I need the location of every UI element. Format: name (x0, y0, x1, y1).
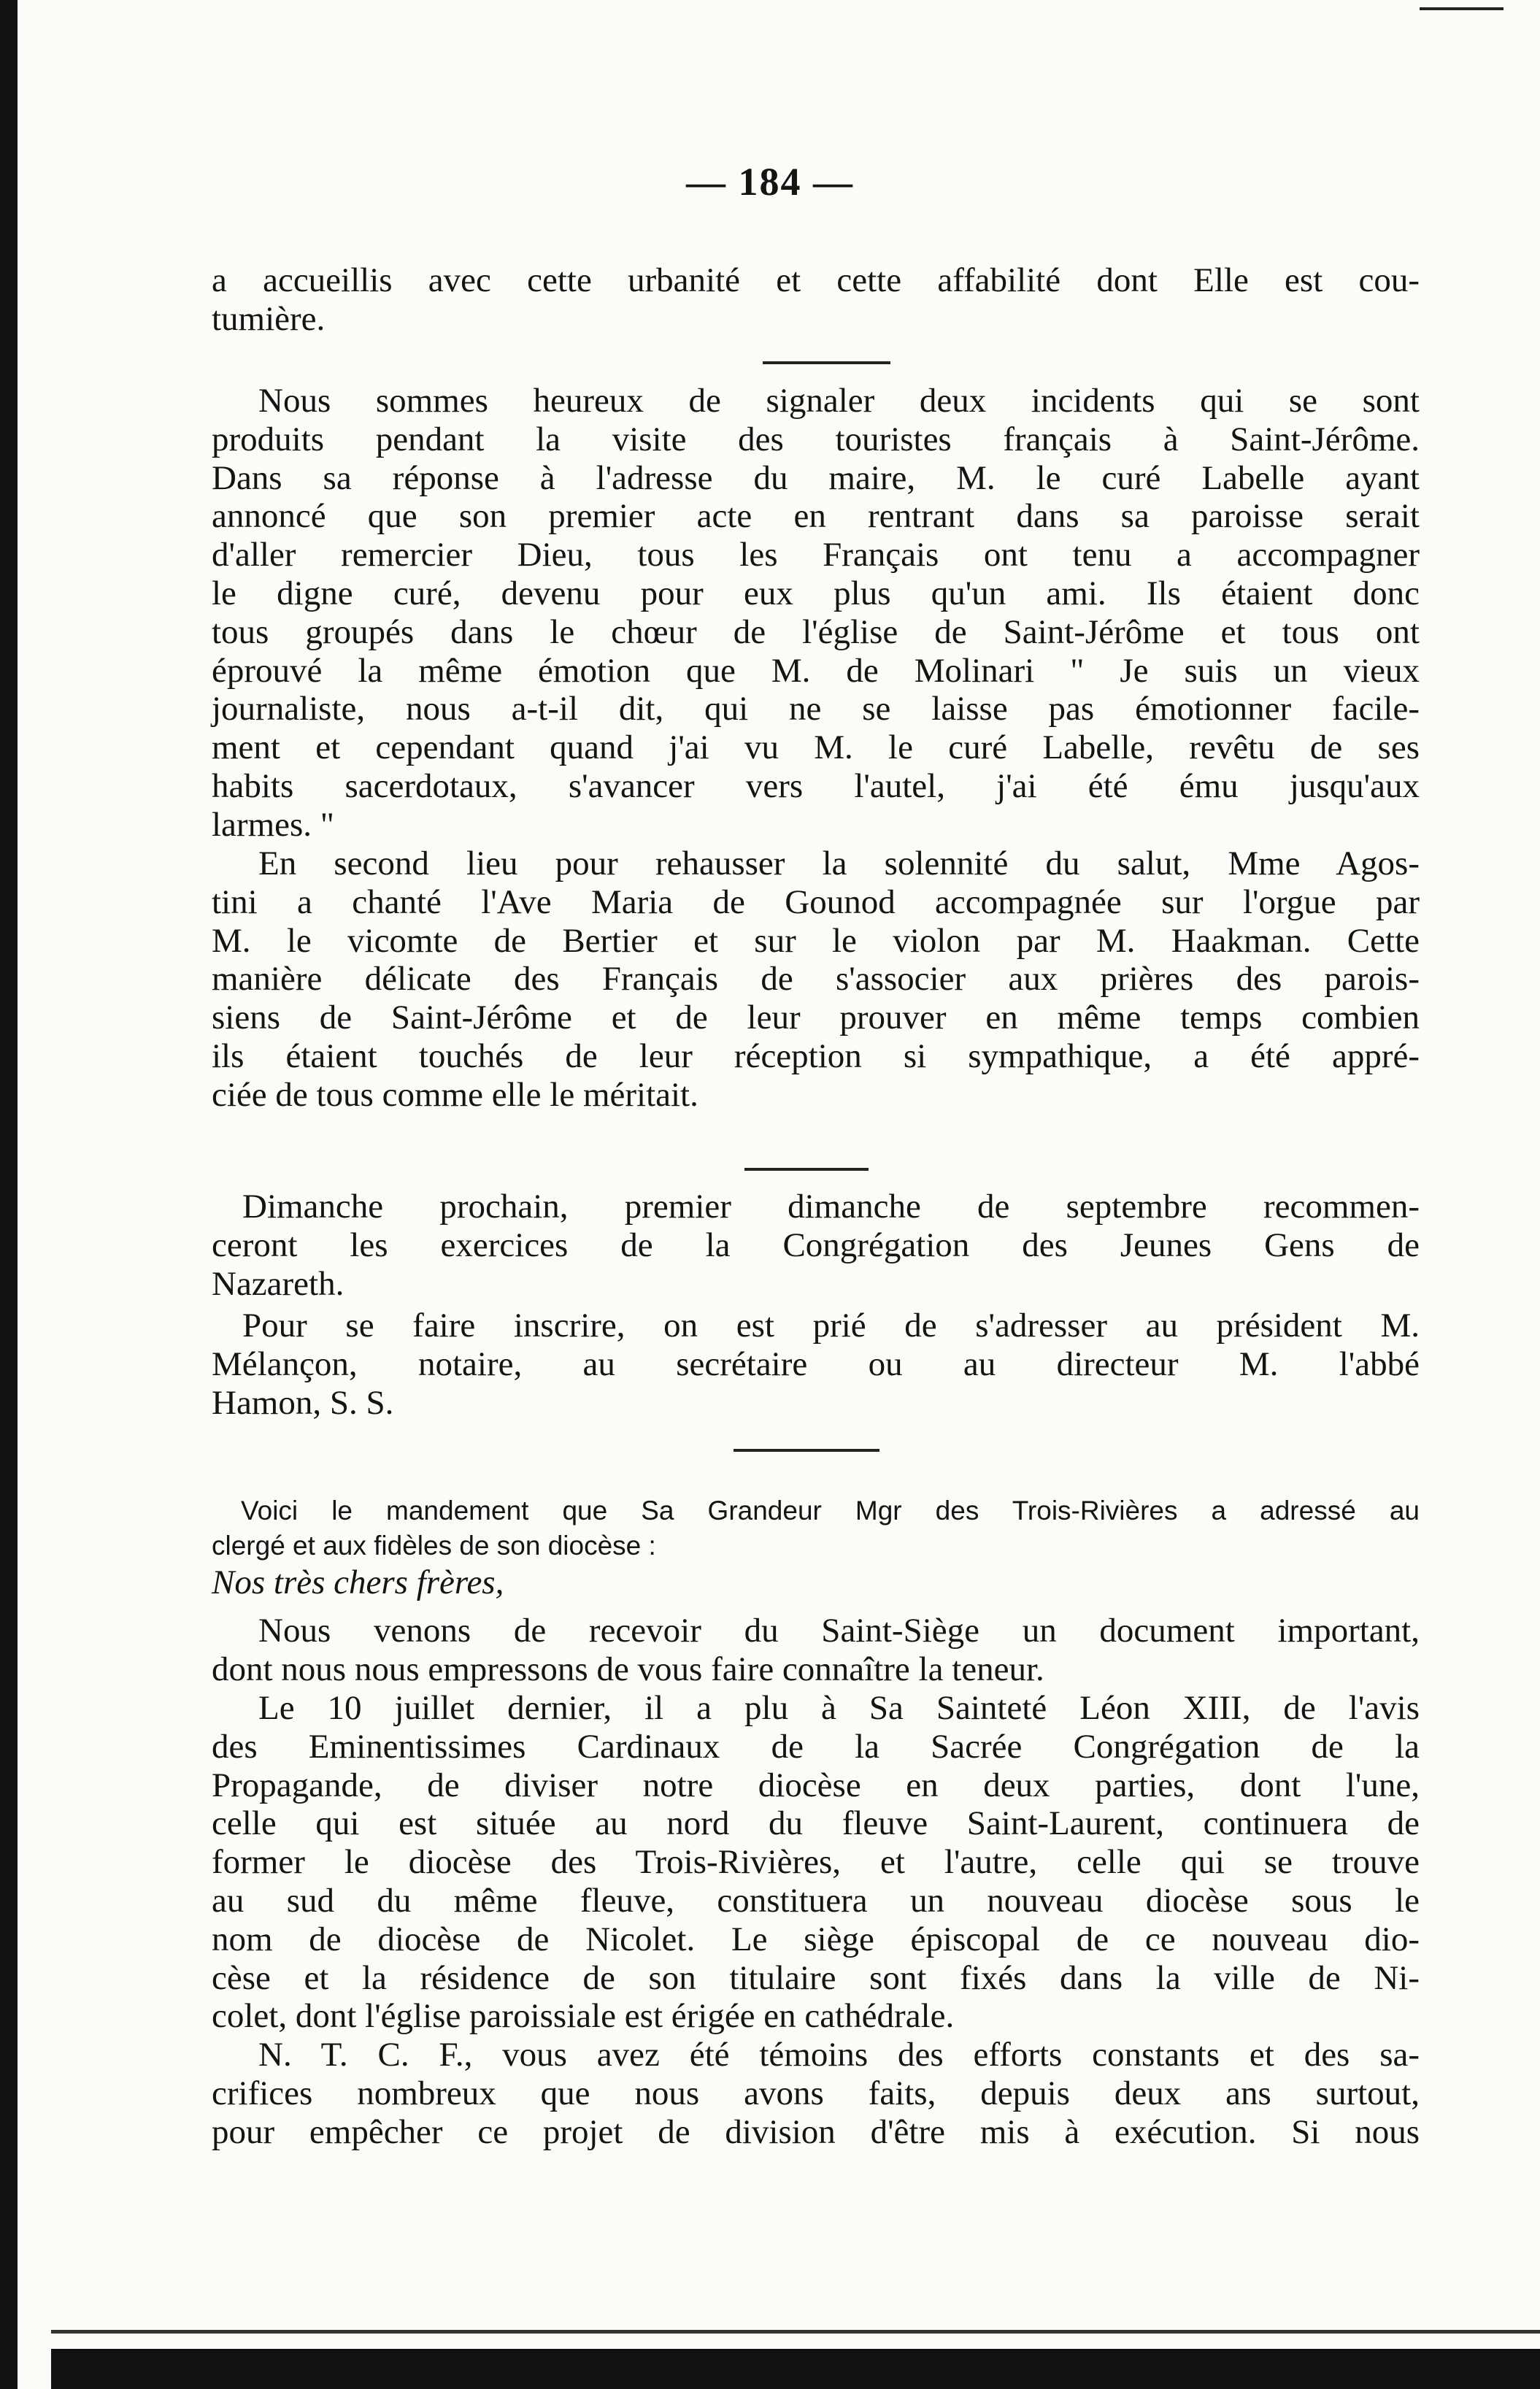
scan-mark (1420, 7, 1504, 10)
paragraph-1 (212, 261, 1420, 339)
text-line: ceront les exercices de la Congrégation des Jeunes Gens de (212, 1226, 1420, 1264)
text-line: siens de Saint-Jérôme et de leur prouver en même temps combien (212, 999, 1420, 1037)
text-line: Voici le mandement que Sa Grandeur Mgr des Trois-Rivières a adressé au (241, 1496, 1420, 1526)
mandement-intro (212, 1493, 1420, 1563)
text-line: colet, dont l'église paroissiale est érigée en cathédrale. (212, 1997, 955, 2036)
text-line: N. T. C. F., vous avez été témoins des efforts constants et des sa- (258, 2036, 1420, 2074)
text-line: au sud du même fleuve, constituera un nouveau diocèse sous le (212, 1881, 1420, 1920)
scan-bottom-line (51, 2330, 1540, 2334)
paragraph-7 (212, 1612, 1420, 1689)
page-number: — 184 — (686, 160, 854, 204)
text-line: tumière. (212, 299, 326, 338)
text-line: Hamon, S. S. (212, 1383, 394, 1422)
text-line: Dimanche prochain, premier dimanche de septembre recommen- (242, 1188, 1420, 1226)
salutation-heading: Nos très chers frères, (212, 1563, 504, 1601)
paragraph-4 (212, 1188, 1420, 1303)
text-line: tous groupés dans le chœur de l'église de Saint-Jérôme et tous ont (212, 612, 1420, 651)
paragraph-5 (212, 1307, 1420, 1422)
text-line: ment et cependant quand j'ai vu M. le curé Labelle, revêtu de ses (212, 728, 1420, 767)
paragraph-9 (212, 2036, 1420, 2151)
text-line: Dans sa réponse à l'adresse du maire, M. le curé Labelle ayant (212, 458, 1420, 497)
text-line: cèse et la résidence de son titulaire sont fixés dans la ville de Ni- (212, 1958, 1420, 1997)
text-line: éprouvé la même émotion que M. de Molinari " Je suis un vieux (212, 651, 1420, 690)
text-line: tini a chanté l'Ave Maria de Gounod accompagnée sur l'orgue par (212, 882, 1420, 921)
text-line: journaliste, nous a-t-il dit, qui ne se laisse pas émotionner facile- (212, 690, 1420, 728)
text-line: d'aller remercier Dieu, tous les Français ont tenu a accompagner (212, 536, 1420, 574)
text-line: former le diocèse des Trois-Rivières, et l'autre, celle qui se trouve (212, 1843, 1420, 1882)
text-line: a accueillis avec cette urbanité et cette affabilité dont Elle est cou- (212, 261, 1420, 299)
text-line: crifices nombreux que nous avons faits, depuis deux ans surtout, (212, 2074, 1420, 2112)
text-line: manière délicate des Français de s'associer aux prières des parois- (212, 960, 1420, 999)
text-line: nom de diocèse de Nicolet. Le siège épiscopal de ce nouveau dio- (212, 1920, 1420, 1958)
scan-bottom-edge (51, 2349, 1540, 2389)
text-line: ils étaient touchés de leur réception si sympathique, a été appré- (212, 1036, 1420, 1075)
text-line: habits sacerdotaux, s'avancer vers l'autel, j'ai été ému jusqu'aux (212, 766, 1420, 805)
separator-rule (734, 1449, 879, 1452)
text-line: ciée de tous comme elle le méritait. (212, 1075, 698, 1114)
text-line: larmes. " (212, 805, 334, 844)
text-line: produits pendant la visite des touristes français à Saint-Jérôme. (212, 420, 1420, 458)
text-line: En second lieu pour rehausser la solennité du salut, Mme Agos- (258, 845, 1420, 882)
text-line: le digne curé, devenu pour eux plus qu'un ami. Ils étaient donc (212, 574, 1420, 612)
text-line: Nous venons de recevoir du Saint-Siège un document important, (258, 1612, 1420, 1650)
text-line: clergé et aux fidèles de son diocèse : (212, 1531, 656, 1561)
scan-left-edge (0, 0, 18, 2389)
text-line: Pour se faire inscrire, on est prié de s'adresser au président M. (242, 1307, 1420, 1344)
text-line: Nous sommes heureux de signaler deux incidents qui se sont (258, 382, 1420, 420)
separator-rule (763, 361, 890, 364)
paragraph-2 (212, 382, 1420, 845)
text-line: des Eminentissimes Cardinaux de la Sacrée Congrégation de la (212, 1727, 1420, 1766)
paragraph-8 (212, 1689, 1420, 2036)
paragraph-3 (212, 845, 1420, 1115)
separator-rule (744, 1168, 869, 1171)
text-line: Nazareth. (212, 1264, 344, 1303)
text-line: celle qui est située au nord du fleuve Saint-Laurent, continuera de (212, 1804, 1420, 1843)
text-line: dont nous nous empressons de vous faire connaître la teneur. (212, 1650, 1044, 1688)
text-line: Propagande, de diviser notre diocèse en deux parties, dont l'une, (212, 1766, 1420, 1804)
text-line: Mélançon, notaire, au secrétaire ou au directeur M. l'abbé (212, 1344, 1420, 1383)
text-line: annoncé que son premier acte en rentrant dans sa paroisse serait (212, 497, 1420, 536)
text-line: M. le vicomte de Bertier et sur le violon par M. Haakman. Cette (212, 921, 1420, 960)
text-line: pour empêcher ce projet de division d'être mis à exécution. Si nous (212, 2112, 1420, 2151)
text-line: Le 10 juillet dernier, il a plu à Sa Sainteté Léon XIII, de l'avis (258, 1689, 1420, 1727)
